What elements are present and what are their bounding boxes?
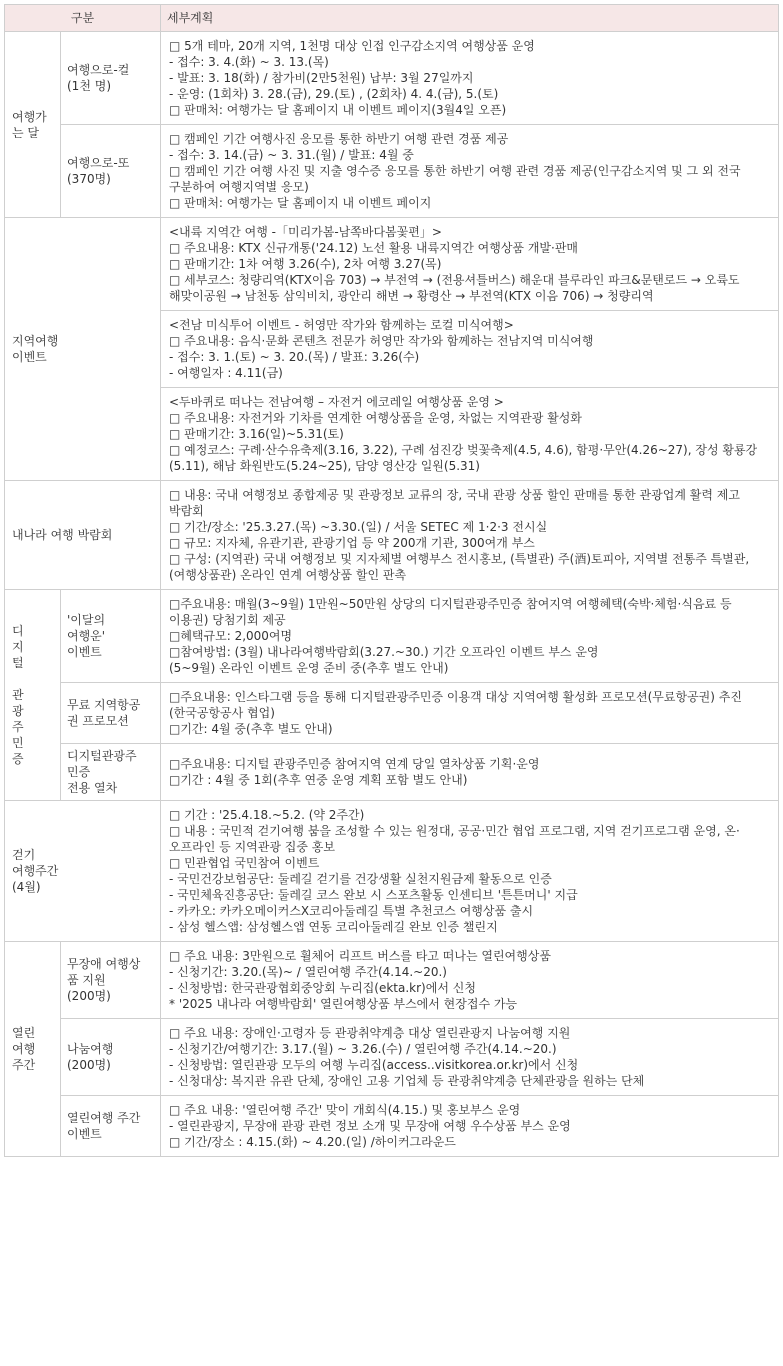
detail-line: □ 캠페인 기간 여행 사진 및 지출 영수증 응모를 통한 하반기 여행 관련 경품 제공(인구감소지역 및 그 외 전국 구분하여 여행지역별 응모) xyxy=(169,164,741,194)
detail-line: □기간 : 4월 중 1회(추후 연중 운영 계획 포함 별도 안내) xyxy=(169,773,468,787)
category-cell xyxy=(5,481,161,590)
detail-line: - 여행일자 : 4.11(금) xyxy=(169,366,283,380)
detail-line: □ 주요 내용: 장애인·고령자 등 관광취약계층 대상 열린관광지 나눔여행 지원 xyxy=(169,1026,571,1040)
detail-line: - 접수: 3. 14.(금) ~ 3. 31.(월) / 발표: 4월 중 xyxy=(169,148,414,162)
category-label: 지역여행 이벤트 xyxy=(12,334,59,364)
travel-plan-table xyxy=(4,4,779,1157)
detail-line: - 운영: (1회차) 3. 28.(금), 29.(토) , (2회차) 4. 4.(금), 5.(토) xyxy=(169,87,499,101)
subcategory-cell xyxy=(61,942,161,1019)
detail-line: - 국민체육진흥공단: 둘레길 코스 완보 시 스포츠활동 인센티브 '튼튼머니' 지급 xyxy=(169,888,578,902)
detail-line: □ 민관협업 국민참여 이벤트 xyxy=(169,856,320,870)
detail-line: □ 구성: (지역관) 국내 여행정보 및 지자체별 여행부스 전시홍보, (특별관) 주(酒)토피아, 지역별 전통주 특별관, (여행상품관) 온라인 연계 여행상품 할인 판촉 xyxy=(169,552,750,582)
detail-line: - 신청방법: 열린관광 모두의 여행 누리집(access..visitkorea.or.kr)에서 신청 xyxy=(169,1058,579,1072)
table-row xyxy=(5,590,779,683)
subcategory-cell xyxy=(61,1019,161,1096)
detail-line: □참여방법: (3월) 내나라여행박람회(3.27.~30.) 기간 오프라인 이벤트 부스 운영 xyxy=(169,645,599,659)
category-cell xyxy=(5,801,161,942)
table-row xyxy=(5,683,779,744)
detail-line: □ 캠페인 기간 여행사진 응모를 통한 하반기 여행 관련 경품 제공 xyxy=(169,132,509,146)
detail-cell xyxy=(161,1019,779,1096)
table-header-row xyxy=(5,5,779,32)
subcategory-cell xyxy=(61,32,161,125)
detail-cell xyxy=(161,32,779,125)
detail-line: □ 판매기간: 3.16(일)~5.31(토) xyxy=(169,427,344,441)
detail-cell xyxy=(161,744,779,801)
detail-line: - 국민건강보험공단: 둘레길 걷기를 건강생활 실천지원금제 활동으로 인증 xyxy=(169,872,552,886)
detail-line: □ 주요내용: 음식·문화 콘텐츠 전문가 허영만 작가와 함께하는 전남지역 미식여행 xyxy=(169,334,594,348)
detail-line: - 삼성 헬스앱: 삼성헬스앱 연동 코리아둘레길 완보 인증 챌린지 xyxy=(169,920,498,934)
detail-line: □ 내용: 국내 여행정보 종합제공 및 관광정보 교류의 장, 국내 관광 상품 할인 판매를 통한 관광업계 활력 제고 박람회 xyxy=(169,488,740,518)
category-label: 열린 여행 주간 xyxy=(12,1026,36,1072)
detail-line: □ 규모: 지자체, 유관기관, 관광기업 등 약 200개 기관, 300여개 부스 xyxy=(169,536,535,550)
table-row xyxy=(5,942,779,1019)
detail-line: * '2025 내나라 여행박람회' 열린여행상품 부스에서 현장접수 가능 xyxy=(169,997,518,1011)
category-cell xyxy=(5,590,61,801)
detail-cell xyxy=(161,311,779,388)
subcategory-label: 무료 지역항공 권 프로모션 xyxy=(67,698,141,728)
subcategory-label: 나눔여행 (200명) xyxy=(67,1042,114,1072)
detail-line: □혜택규모: 2,000여명 xyxy=(169,629,293,643)
detail-line: - 접수: 3. 4.(화) ~ 3. 13.(목) xyxy=(169,55,329,69)
table-row xyxy=(5,744,779,801)
detail-line: □주요내용: 디지털 관광주민증 참여지역 연계 당일 열차상품 기획·운영 xyxy=(169,757,540,771)
subcategory-cell xyxy=(61,683,161,744)
detail-line: □주요내용: 인스타그램 등을 통해 디지털관광주민증 이용객 대상 지역여행 활성화 프로모션(무료항공권) 추진(한국공항공사 협업) xyxy=(169,690,742,720)
subcategory-label: 무장애 여행상 품 지원 (200명) xyxy=(67,957,141,1003)
detail-line: - 카카오: 카카오메이커스X코리아둘레길 특별 추천코스 여행상품 출시 xyxy=(169,904,534,918)
subcategory-label: 여행으로-컬 (1천 명) xyxy=(67,63,130,93)
detail-line: <두바퀴로 떠나는 전남여행 – 자전거 에코레일 여행상품 운영 > xyxy=(169,395,504,409)
table-row xyxy=(5,1096,779,1157)
subcategory-cell xyxy=(61,744,161,801)
detail-line: □ 예정코스: 구례·산수유축제(3.16, 3.22), 구례 섬진강 벚꽃축제(4.5, 4.6), 함평·무안(4.26~27), 장성 황룡강(5.11), 해남 화원반도(5.24~25), 담양 영산강 일원(5.31) xyxy=(169,443,758,473)
detail-line: <내륙 지역간 여행 -「미리가봄-남쪽바다봄꽃편」> xyxy=(169,225,442,239)
detail-line: - 신청기간: 3.20.(목)~ / 열린여행 주간(4.14.~20.) xyxy=(169,965,447,979)
detail-line: □주요내용: 매월(3~9월) 1만원~50만원 상당의 디지털관광주민증 참여지역 여행혜택(숙박·체험·식음료 등 이용권) 당첨기회 제공 xyxy=(169,597,732,627)
detail-cell xyxy=(161,218,779,311)
subcategory-label: 디지털관광주 민증 전용 열차 xyxy=(67,749,137,795)
detail-cell xyxy=(161,481,779,590)
detail-line: □ 주요내용: 자전거와 기차를 연계한 여행상품을 운영, 차없는 지역관광 활성화 xyxy=(169,411,582,425)
table-row xyxy=(5,125,779,218)
detail-line: (5~9월) 온라인 이벤트 운영 준비 중(추후 별도 안내) xyxy=(169,661,449,675)
detail-cell xyxy=(161,388,779,481)
detail-line: - 열린관광지, 무장애 관광 관련 정보 소개 및 무장애 여행 우수상품 부스 운영 xyxy=(169,1119,571,1133)
header-category: 구분 xyxy=(5,5,161,32)
header-detail: 세부계획 xyxy=(161,5,779,32)
subcategory-label: '이달의 여행운' 이벤트 xyxy=(67,613,106,659)
category-label: 디 지 털 관 광 주 민 증 xyxy=(12,624,24,766)
detail-line: □ 판매처: 여행가는 달 홈페이지 내 이벤트 페이지 xyxy=(169,196,432,210)
detail-line: - 신청대상: 복지관 유관 단체, 장애인 고용 기업체 등 관광취약계층 단체관광을 원하는 단체 xyxy=(169,1074,645,1088)
detail-line: - 신청기간/여행기간: 3.17.(월) ~ 3.26.(수) / 열린여행 주간(4.14.~20.) xyxy=(169,1042,557,1056)
detail-line: □ 5개 테마, 20개 지역, 1천명 대상 인접 인구감소지역 여행상품 운영 xyxy=(169,39,535,53)
subcategory-label: 열린여행 주간 이벤트 xyxy=(67,1111,141,1141)
detail-line: □ 기간/장소: '25.3.27.(목) ~3.30.(일) / 서울 SETEC 제 1·2·3 전시실 xyxy=(169,520,548,534)
category-label: 여행가 는 달 xyxy=(12,109,47,140)
detail-line: □ 주요 내용: '열린여행 주간' 맞이 개회식(4.15.) 및 홍보부스 운영 xyxy=(169,1103,521,1117)
detail-line: □ 기간/장소 : 4.15.(화) ~ 4.20.(일) /하이커그라운드 xyxy=(169,1135,456,1149)
detail-line: □기간: 4월 중(추후 별도 안내) xyxy=(169,722,333,736)
detail-line: <전남 미식투어 이벤트 - 허영만 작가와 함께하는 로컬 미식여행> xyxy=(169,318,514,332)
detail-line: - 접수: 3. 1.(토) ~ 3. 20.(목) / 발표: 3.26(수) xyxy=(169,350,420,364)
detail-cell xyxy=(161,942,779,1019)
detail-cell xyxy=(161,801,779,942)
detail-line: □ 내용 : 국민적 걷기여행 붐을 조성할 수 있는 원정대, 공공·민간 협업 프로그램, 지역 걷기프로그램 운영, 온·오프라인 등 지역관광 집중 홍보 xyxy=(169,824,740,854)
detail-line: □ 주요 내용: 3만원으로 휠체어 리프트 버스를 타고 떠나는 열린여행상품 xyxy=(169,949,551,963)
category-cell xyxy=(5,32,61,218)
detail-cell xyxy=(161,1096,779,1157)
table-row xyxy=(5,218,779,311)
table-row xyxy=(5,1019,779,1096)
category-cell xyxy=(5,942,61,1157)
detail-line: □ 주요내용: KTX 신규개통('24.12) 노선 활용 내륙지역간 여행상품 개발·판매 xyxy=(169,241,579,255)
table-row xyxy=(5,481,779,590)
detail-line: □ 기간 : '25.4.18.~5.2. (약 2주간) xyxy=(169,808,365,822)
table-row xyxy=(5,801,779,942)
detail-line: - 신청방법: 한국관광협회중앙회 누리집(ekta.kr)에서 신청 xyxy=(169,981,476,995)
category-cell xyxy=(5,218,161,481)
subcategory-cell xyxy=(61,1096,161,1157)
detail-line: □ 세부코스: 청량리역(KTX이음 703) → 부전역 → (전용셔틀버스) 해운대 블루라인 파크&문탠로드 → 오륙도 해맞이공원 → 남천동 삼익비치, 광안리 해변 → 황령산 → 부전역(KTX 이음 706) → 청량리역 xyxy=(169,273,740,303)
detail-line: □ 판매기간: 1차 여행 3.26(수), 2차 여행 3.27(목) xyxy=(169,257,442,271)
category-label: 걷기 여행주간 (4월) xyxy=(12,848,59,894)
table-row xyxy=(5,32,779,125)
detail-cell xyxy=(161,125,779,218)
detail-cell xyxy=(161,590,779,683)
detail-cell xyxy=(161,683,779,744)
detail-line: □ 판매처: 여행가는 달 홈페이지 내 이벤트 페이지(3월4일 오픈) xyxy=(169,103,507,117)
subcategory-label: 여행으로-또 (370명) xyxy=(67,156,130,186)
category-label: 내나라 여행 박람회 xyxy=(12,528,113,542)
detail-line: - 발표: 3. 18(화) / 참가비(2만5천원) 납부: 3월 27일까지 xyxy=(169,71,474,85)
subcategory-cell xyxy=(61,125,161,218)
subcategory-cell xyxy=(61,590,161,683)
